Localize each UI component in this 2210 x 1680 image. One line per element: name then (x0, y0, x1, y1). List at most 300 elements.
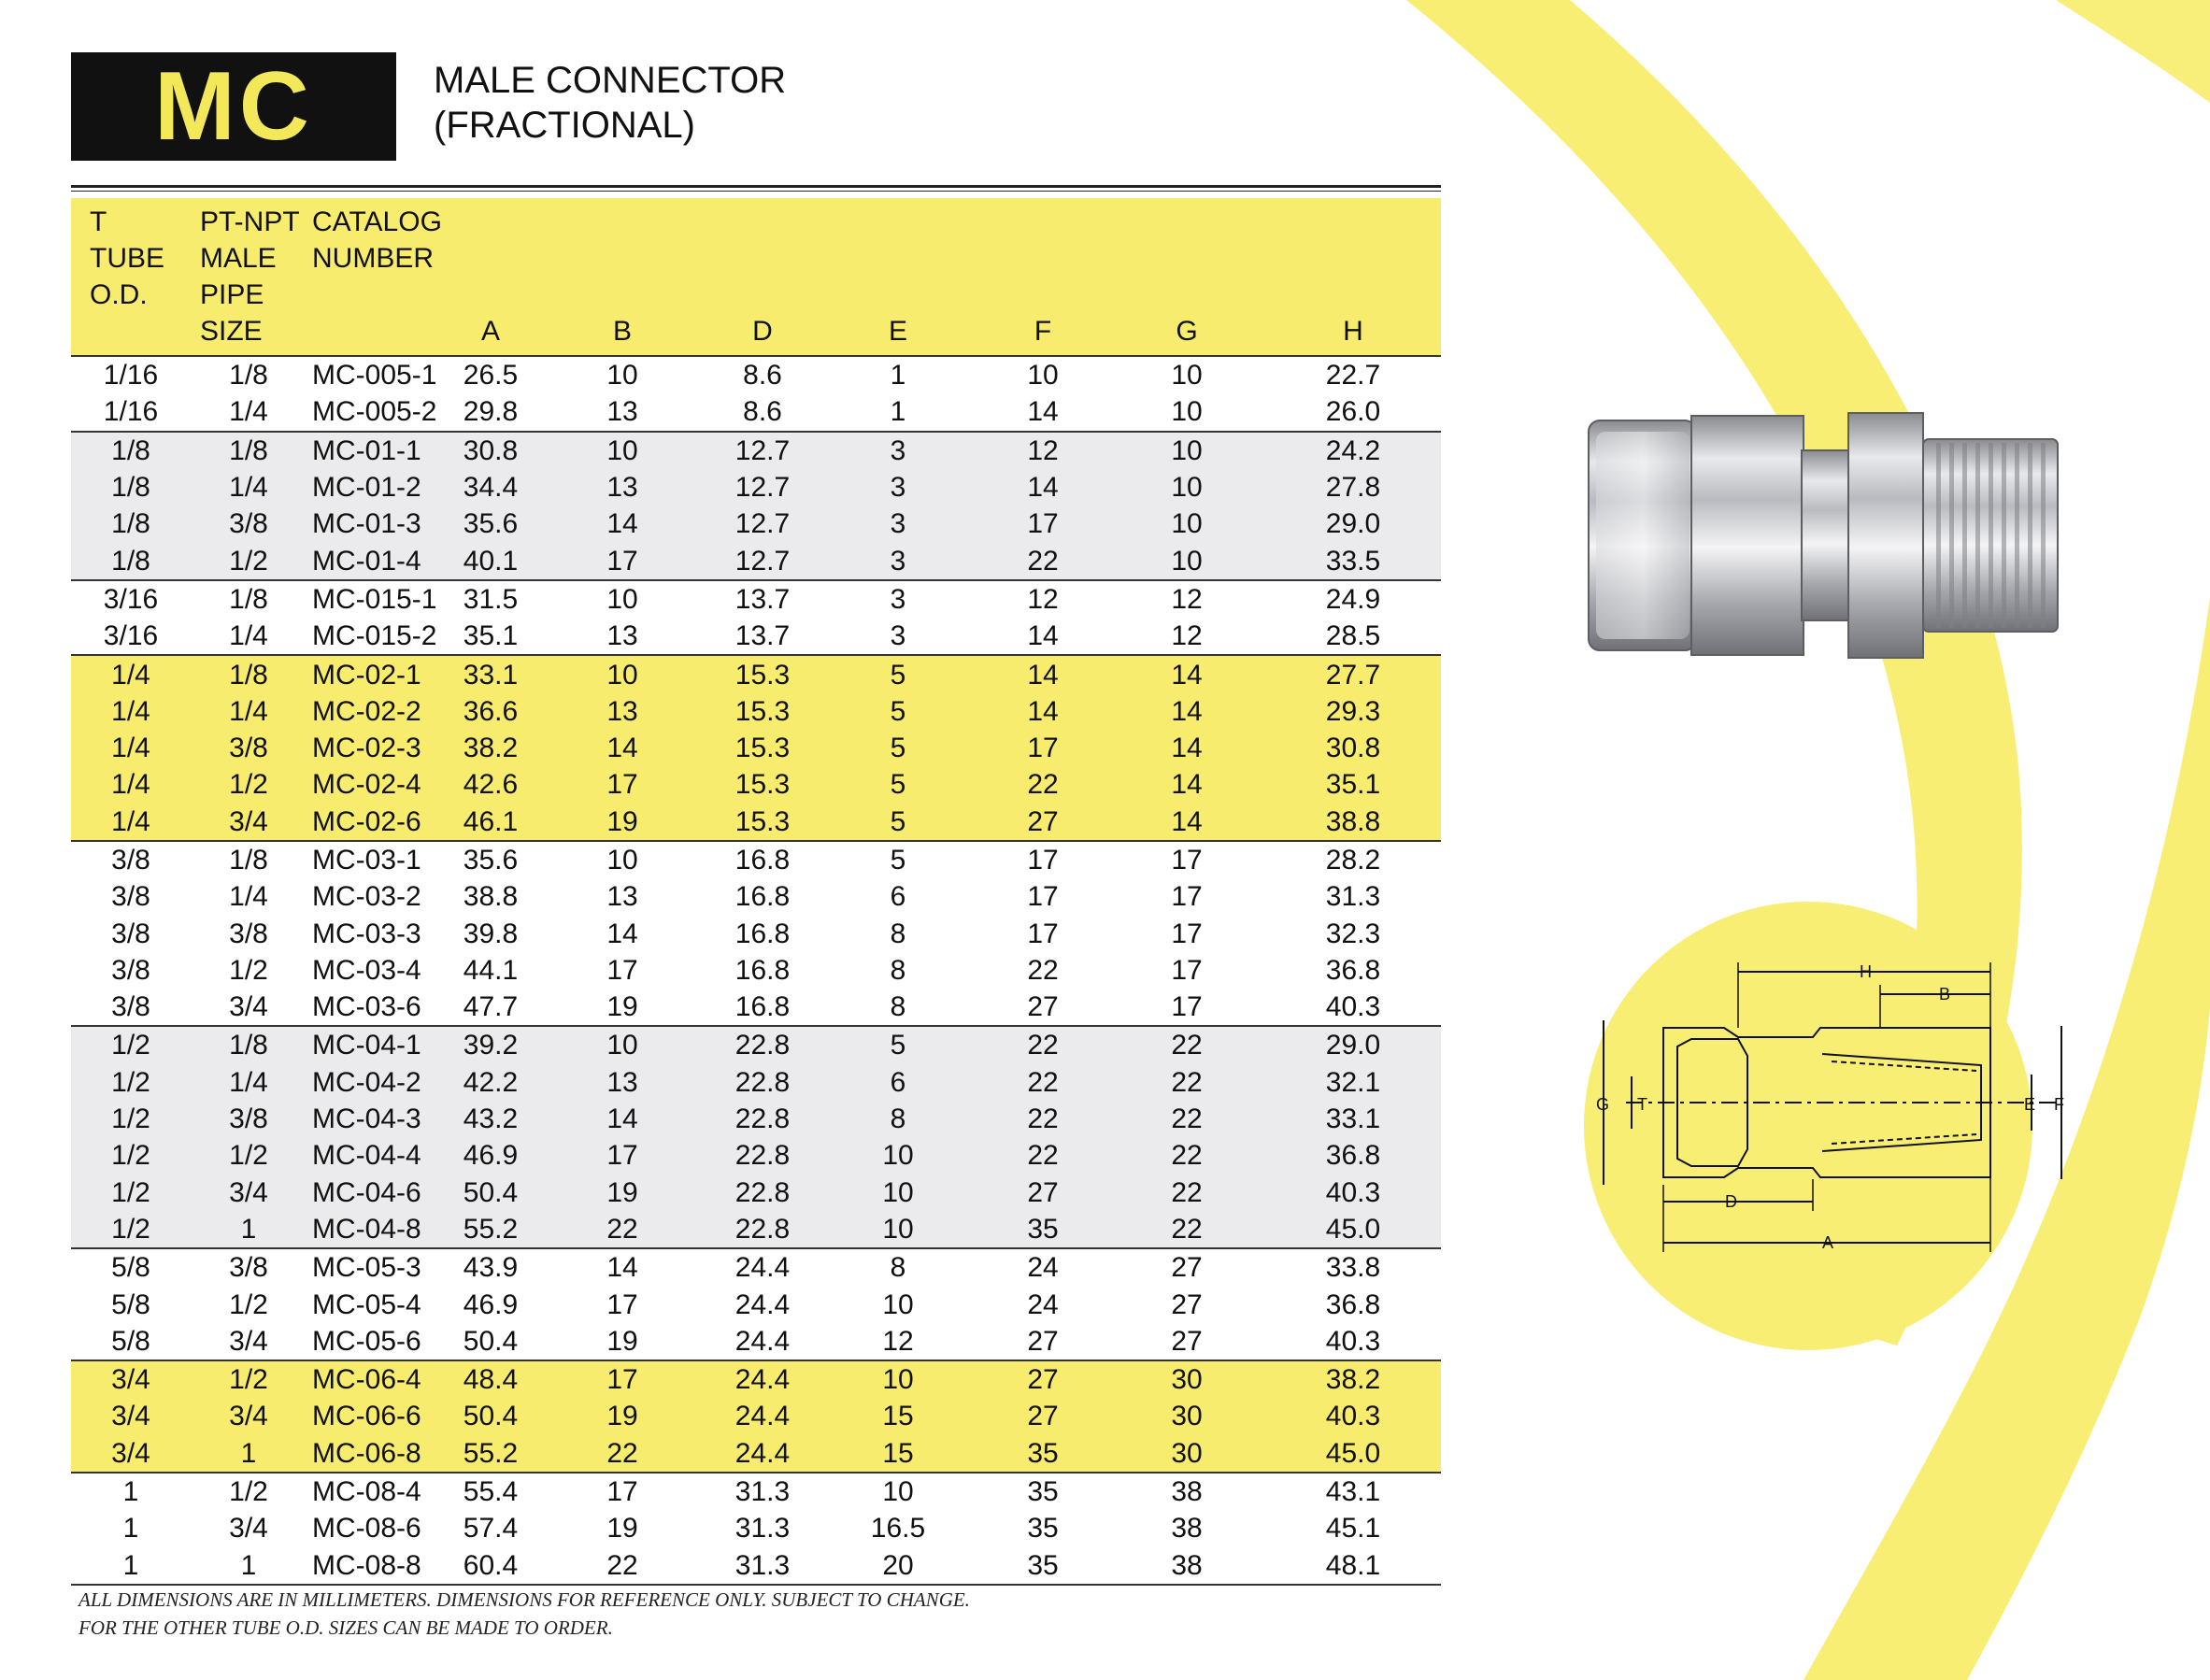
table-row (71, 989, 1441, 1026)
cell-d: 22.8 (734, 1140, 791, 1172)
cell-b: 10 (538, 655, 706, 692)
table-row (71, 730, 1441, 766)
footnote-line-2: FOR THE OTHER TUBE O.D. SIZES CAN BE MADE TO ORDER. (78, 1616, 613, 1639)
cell-a: 40.1 (463, 545, 519, 577)
cell-pipe-size: 3/8 (229, 918, 268, 949)
cell-f: 27 (1027, 991, 1059, 1023)
cell-tube-od: 1/4 (111, 769, 150, 801)
dim-label-f: F (2054, 1095, 2064, 1114)
cell-pipe-size: 1/2 (229, 1288, 268, 1320)
cell-d: 13.7 (706, 580, 819, 618)
cell-f: 14 (1027, 396, 1059, 428)
cell-h: 40.3 (1325, 1401, 1381, 1432)
cell-b: 10 (538, 356, 706, 393)
cell-e: 8 (890, 991, 906, 1023)
table-row (71, 393, 1441, 431)
cell-pipe-size: 1/4 (229, 881, 268, 913)
cell-a: 44.1 (463, 954, 519, 986)
table-row (71, 1360, 1441, 1398)
cell-d: 15.3 (734, 805, 791, 837)
cell-g: 22 (1171, 1066, 1203, 1098)
cell-e: 3 (890, 508, 906, 540)
cell-h: 45.1 (1325, 1513, 1381, 1545)
cell-pipe-size: 1/2 (229, 954, 268, 986)
cell-h: 45.0 (1325, 1213, 1381, 1245)
cell-f: 12 (977, 580, 1108, 618)
cell-f: 24 (977, 1248, 1108, 1286)
cell-h: 36.8 (1325, 954, 1381, 986)
cell-b: 14 (606, 1103, 638, 1135)
cell-h: 24.9 (1265, 580, 1441, 618)
table-row (71, 1510, 1441, 1546)
cell-g: 17 (1171, 881, 1203, 913)
cell-g: 27 (1171, 1288, 1203, 1320)
col-header-f: F (1034, 316, 1052, 347)
cell-f: 14 (977, 655, 1108, 692)
table-row (71, 1026, 1441, 1063)
dim-label-a: A (1822, 1233, 1834, 1252)
table-row (71, 1211, 1441, 1248)
cell-pipe-size: 1/8 (191, 580, 307, 618)
cell-e: 5 (819, 841, 977, 878)
cell-h: 43.1 (1265, 1473, 1441, 1510)
cell-f: 14 (1027, 695, 1059, 727)
cell-pipe-size: 3/8 (229, 508, 268, 540)
cell-g: 10 (1171, 472, 1203, 504)
cell-e: 16.5 (870, 1513, 926, 1545)
cell-b: 19 (606, 991, 638, 1023)
cell-f: 35 (1027, 1437, 1059, 1469)
cell-a: 55.2 (463, 1213, 519, 1245)
cell-b: 22 (606, 1437, 638, 1469)
table-row (71, 1547, 1441, 1585)
cell-d: 12.7 (706, 432, 819, 469)
cell-pipe-size: 3/4 (229, 991, 268, 1023)
cell-e: 6 (890, 1066, 906, 1098)
cell-tube-od: 1/16 (71, 356, 191, 393)
table-row (71, 1064, 1441, 1101)
cell-e: 15 (882, 1401, 914, 1432)
cell-catalog-number: MC-06-8 (312, 1437, 421, 1469)
cell-h: 27.8 (1325, 472, 1381, 504)
cell-tube-od: 3/16 (103, 620, 159, 652)
drawing-backdrop-circle (1584, 902, 2032, 1350)
cell-b: 19 (606, 1176, 638, 1208)
cell-pipe-size: 1/2 (229, 545, 268, 577)
cell-pipe-size: 1/4 (229, 620, 268, 652)
cell-g: 38 (1108, 1473, 1265, 1510)
cell-f: 27 (977, 1360, 1108, 1398)
cell-f: 14 (1027, 620, 1059, 652)
cell-e: 1 (819, 356, 977, 393)
cell-a: 42.2 (463, 1066, 519, 1098)
table-row (71, 1473, 1441, 1510)
cell-f: 22 (1027, 1103, 1059, 1135)
cell-a: 29.8 (463, 396, 519, 428)
cell-e: 20 (819, 1547, 977, 1585)
cell-b: 17 (606, 769, 638, 801)
cell-e: 10 (882, 1176, 914, 1208)
cell-d: 12.7 (734, 508, 791, 540)
cell-b: 17 (606, 1288, 638, 1320)
cell-a: 31.5 (443, 580, 538, 618)
cell-a: 35.6 (443, 841, 538, 878)
cell-f: 27 (1027, 1401, 1059, 1432)
cell-tube-od: 3/4 (71, 1360, 191, 1398)
cell-e: 8 (819, 1248, 977, 1286)
cell-pipe-size: 3/4 (229, 1513, 268, 1545)
cell-d: 12.7 (734, 472, 791, 504)
cell-tube-od: 3/8 (111, 954, 150, 986)
table-row (71, 1323, 1441, 1360)
cell-g: 22 (1171, 1140, 1203, 1172)
cell-catalog-number: MC-005-2 (312, 396, 437, 428)
dimension-table (71, 198, 1441, 1586)
cell-d: 16.8 (734, 881, 791, 913)
cell-tube-od: 3/16 (71, 580, 191, 618)
cell-d: 22.8 (734, 1103, 791, 1135)
cell-h: 29.0 (1265, 1026, 1441, 1063)
cell-h: 40.3 (1325, 1176, 1381, 1208)
cell-e: 5 (890, 769, 906, 801)
cell-g: 38 (1171, 1513, 1203, 1545)
cell-f: 14 (1027, 472, 1059, 504)
table-row (71, 469, 1441, 505)
cell-f: 12 (977, 432, 1108, 469)
table-row (71, 1137, 1441, 1174)
cell-e: 1 (890, 396, 906, 428)
cell-d: 16.8 (734, 918, 791, 949)
cell-a: 35.1 (463, 620, 519, 652)
table-row (71, 542, 1441, 579)
cell-h: 38.2 (1265, 1360, 1441, 1398)
fitting-photo (1589, 413, 2058, 658)
cell-d: 31.3 (706, 1547, 819, 1585)
cell-tube-od: 3/4 (111, 1401, 150, 1432)
table-row (71, 356, 1441, 393)
cell-d: 24.4 (734, 1401, 791, 1432)
cell-b: 19 (606, 1325, 638, 1357)
dimension-table-wrapper (71, 198, 1441, 1586)
cell-h: 22.7 (1265, 356, 1441, 393)
footnote (78, 1586, 970, 1642)
cell-b: 10 (538, 1026, 706, 1063)
col-header-d: D (752, 316, 773, 347)
page-title (434, 58, 786, 148)
cell-a: 50.4 (463, 1325, 519, 1357)
cell-catalog-number: MC-05-3 (307, 1248, 443, 1286)
cell-pipe-size: 1/8 (191, 841, 307, 878)
cell-catalog-number: MC-04-1 (307, 1026, 443, 1063)
cell-pipe-size: 3/4 (229, 805, 268, 837)
table-row (71, 580, 1441, 618)
cell-b: 14 (606, 508, 638, 540)
cell-b: 10 (538, 841, 706, 878)
cell-tube-od: 5/8 (111, 1288, 150, 1320)
cell-catalog-number: MC-01-3 (312, 508, 421, 540)
cell-catalog-number: MC-03-2 (312, 881, 421, 913)
header-rule (71, 185, 1441, 188)
table-row (71, 505, 1441, 542)
cell-tube-od: 3/8 (111, 881, 150, 913)
cell-d: 16.8 (706, 841, 819, 878)
cell-f: 35 (1027, 1513, 1059, 1545)
cell-catalog-number: MC-03-6 (312, 991, 421, 1023)
cell-pipe-size: 3/4 (229, 1176, 268, 1208)
cell-b: 13 (606, 472, 638, 504)
col-header-pipe-size: PT-NPT MALE PIPE SIZE (200, 206, 300, 347)
cell-b: 13 (606, 620, 638, 652)
cell-tube-od: 1/8 (111, 508, 150, 540)
cell-f: 27 (1027, 1325, 1059, 1357)
table-row (71, 693, 1441, 730)
cell-tube-od: 1/2 (111, 1066, 150, 1098)
cell-tube-od: 5/8 (71, 1248, 191, 1286)
cell-g: 14 (1171, 769, 1203, 801)
cell-d: 12.7 (734, 545, 791, 577)
cell-g: 14 (1171, 695, 1203, 727)
cell-tube-od: 3/8 (111, 918, 150, 949)
cell-a: 38.2 (463, 733, 519, 764)
cell-h: 40.3 (1325, 1325, 1381, 1357)
cell-tube-od: 1/8 (111, 545, 150, 577)
cell-catalog-number: MC-02-1 (307, 655, 443, 692)
cell-f: 22 (1027, 1140, 1059, 1172)
cell-d: 24.4 (734, 1288, 791, 1320)
cell-pipe-size: 1/4 (229, 472, 268, 504)
cell-tube-od: 1/4 (111, 805, 150, 837)
table-row (71, 1175, 1441, 1211)
cell-h: 33.1 (1325, 1103, 1381, 1135)
cell-catalog-number: MC-05-4 (312, 1288, 421, 1320)
cell-a: 46.9 (463, 1288, 519, 1320)
cell-e: 10 (882, 1213, 914, 1245)
cell-e: 3 (890, 472, 906, 504)
cell-catalog-number: MC-04-4 (312, 1140, 421, 1172)
cell-h: 32.3 (1325, 918, 1381, 949)
cell-g: 14 (1171, 733, 1203, 764)
cell-catalog-number: MC-08-8 (307, 1547, 443, 1585)
cell-catalog-number: MC-05-6 (312, 1325, 421, 1357)
cell-catalog-number: MC-01-4 (312, 545, 421, 577)
cell-e: 5 (819, 1026, 977, 1063)
cell-e: 5 (819, 655, 977, 692)
table-header-row (71, 198, 1441, 356)
cell-a: 33.1 (443, 655, 538, 692)
cell-pipe-size: 1/8 (191, 356, 307, 393)
cell-e: 6 (890, 881, 906, 913)
cell-catalog-number: MC-06-6 (312, 1401, 421, 1432)
cell-a: 26.5 (443, 356, 538, 393)
cell-pipe-size: 1 (191, 1547, 307, 1585)
cell-catalog-number: MC-08-4 (307, 1473, 443, 1510)
cell-catalog-number: MC-005-1 (307, 356, 443, 393)
cell-h: 35.1 (1325, 769, 1381, 801)
footnote-line-1: ALL DIMENSIONS ARE IN MILLIMETERS. DIMENSIONS FOR REFERENCE ONLY. SUBJECT TO CHANGE. (78, 1588, 970, 1611)
cell-h: 45.0 (1325, 1437, 1381, 1469)
header-rule-thin (71, 191, 1441, 192)
cell-d: 24.4 (706, 1248, 819, 1286)
cell-h: 33.8 (1265, 1248, 1441, 1286)
cell-g: 30 (1108, 1360, 1265, 1398)
cell-g: 27 (1171, 1325, 1203, 1357)
cell-d: 16.8 (734, 954, 791, 986)
cell-f: 35 (1027, 1213, 1059, 1245)
cell-b: 14 (538, 1248, 706, 1286)
cell-tube-od: 3/4 (111, 1437, 150, 1469)
cell-h: 29.3 (1325, 695, 1381, 727)
cell-e: 3 (890, 545, 906, 577)
cell-d: 22.8 (734, 1176, 791, 1208)
title-line-2: (FRACTIONAL) (434, 105, 695, 146)
cell-b: 22 (606, 1213, 638, 1245)
col-header-a: A (480, 316, 500, 347)
cell-catalog-number: MC-04-3 (312, 1103, 421, 1135)
cell-pipe-size: 3/4 (229, 1325, 268, 1357)
cell-h: 24.2 (1265, 432, 1441, 469)
cell-f: 17 (1027, 733, 1059, 764)
cell-pipe-size: 1/4 (229, 695, 268, 727)
cell-g: 10 (1108, 432, 1265, 469)
cell-tube-od: 1/2 (111, 1140, 150, 1172)
cell-b: 19 (606, 1513, 638, 1545)
cell-b: 19 (606, 1401, 638, 1432)
cell-tube-od: 1/2 (71, 1026, 191, 1063)
cell-a: 60.4 (443, 1547, 538, 1585)
cell-b: 13 (606, 1066, 638, 1098)
cell-b: 13 (606, 695, 638, 727)
cell-d: 16.8 (734, 991, 791, 1023)
table-row (71, 1286, 1441, 1322)
cell-b: 13 (606, 396, 638, 428)
col-header-g: G (1176, 316, 1198, 347)
cell-h: 27.7 (1265, 655, 1441, 692)
cell-pipe-size: 1/4 (229, 1066, 268, 1098)
cell-g: 12 (1108, 580, 1265, 618)
cell-tube-od: 1 (71, 1547, 191, 1585)
cell-d: 24.4 (734, 1437, 791, 1469)
cell-d: 22.8 (734, 1213, 791, 1245)
cell-f: 10 (977, 356, 1108, 393)
cell-b: 10 (538, 432, 706, 469)
cell-h: 30.8 (1325, 733, 1381, 764)
cell-catalog-number: MC-03-3 (312, 918, 421, 949)
cell-pipe-size: 1/2 (191, 1360, 307, 1398)
table-row (71, 952, 1441, 989)
cell-h: 48.1 (1265, 1547, 1441, 1585)
cell-tube-od: 3/8 (71, 841, 191, 878)
cell-g: 14 (1108, 655, 1265, 692)
cell-h: 29.0 (1325, 508, 1381, 540)
cell-catalog-number: MC-04-2 (312, 1066, 421, 1098)
cell-a: 30.8 (443, 432, 538, 469)
cell-b: 17 (606, 545, 638, 577)
cell-f: 22 (977, 1026, 1108, 1063)
cell-catalog-number: MC-08-6 (312, 1513, 421, 1545)
table-row (71, 841, 1441, 878)
cell-tube-od: 1 (71, 1473, 191, 1510)
cell-pipe-size: 1/8 (191, 1026, 307, 1063)
cell-tube-od: 1/4 (71, 655, 191, 692)
cell-tube-od: 1/2 (111, 1176, 150, 1208)
cell-h: 33.5 (1325, 545, 1381, 577)
table-row (71, 1101, 1441, 1137)
cell-e: 10 (819, 1360, 977, 1398)
cell-d: 15.3 (734, 769, 791, 801)
cell-g: 17 (1108, 841, 1265, 878)
cell-f: 27 (1027, 805, 1059, 837)
cell-a: 38.8 (463, 881, 519, 913)
cell-b: 17 (606, 1140, 638, 1172)
cell-h: 32.1 (1325, 1066, 1381, 1098)
table-row (71, 1398, 1441, 1434)
cell-catalog-number: MC-04-8 (312, 1213, 421, 1245)
cell-a: 43.2 (463, 1103, 519, 1135)
table-row (71, 1248, 1441, 1286)
cell-b: 17 (538, 1360, 706, 1398)
dim-label-e: E (2024, 1095, 2036, 1114)
cell-a: 46.1 (463, 805, 519, 837)
cell-g: 10 (1108, 356, 1265, 393)
cell-h: 28.2 (1265, 841, 1441, 878)
cell-a: 48.4 (443, 1360, 538, 1398)
cell-f: 17 (1027, 508, 1059, 540)
cell-a: 43.9 (443, 1248, 538, 1286)
table-row (71, 915, 1441, 951)
cell-e: 8 (890, 918, 906, 949)
cell-e: 8 (890, 954, 906, 986)
cell-a: 55.4 (443, 1473, 538, 1510)
cell-d: 24.4 (734, 1325, 791, 1357)
table-row (71, 618, 1441, 655)
cell-catalog-number: MC-015-2 (312, 620, 437, 652)
cell-d: 24.4 (706, 1360, 819, 1398)
cell-d: 15.3 (734, 733, 791, 764)
cell-h: 28.5 (1325, 620, 1381, 652)
cell-g: 30 (1171, 1437, 1203, 1469)
cell-catalog-number: MC-04-6 (312, 1176, 421, 1208)
cell-tube-od: 1/8 (71, 432, 191, 469)
cell-g: 17 (1171, 918, 1203, 949)
cell-g: 22 (1108, 1026, 1265, 1063)
cell-tube-od: 1/16 (103, 396, 159, 428)
cell-e: 3 (819, 580, 977, 618)
cell-a: 46.9 (463, 1140, 519, 1172)
cell-catalog-number: MC-015-1 (307, 580, 443, 618)
dim-label-t: T (1637, 1095, 1647, 1114)
title-line-1: MALE CONNECTOR (434, 60, 787, 101)
cell-e: 12 (882, 1325, 914, 1357)
cell-tube-od: 3/8 (111, 991, 150, 1023)
cell-f: 22 (1027, 769, 1059, 801)
cell-pipe-size: 3/8 (229, 1103, 268, 1135)
cell-d: 15.3 (734, 695, 791, 727)
cell-a: 39.2 (443, 1026, 538, 1063)
cell-b: 14 (606, 918, 638, 949)
cell-e: 5 (890, 695, 906, 727)
dim-label-b: B (1939, 985, 1951, 1004)
cell-h: 38.8 (1325, 805, 1381, 837)
cell-pipe-size: 1/4 (229, 396, 268, 428)
cell-tube-od: 1 (122, 1513, 139, 1545)
cell-a: 36.6 (463, 695, 519, 727)
cell-catalog-number: MC-02-6 (312, 805, 421, 837)
cell-e: 5 (890, 805, 906, 837)
cell-g: 10 (1171, 396, 1203, 428)
cell-g: 17 (1171, 991, 1203, 1023)
cell-tube-od: 1/4 (111, 695, 150, 727)
cell-tube-od: 1/4 (111, 733, 150, 764)
